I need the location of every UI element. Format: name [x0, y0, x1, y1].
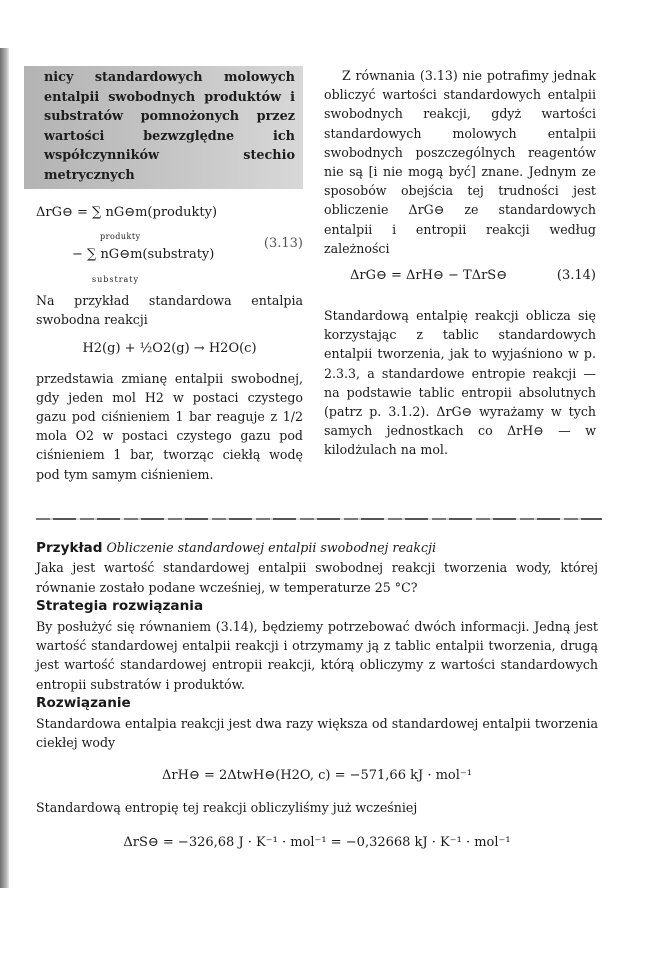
equation-3-14-body: ΔrG⊖ = ΔrH⊖ − TΔrS⊖ [350, 268, 508, 284]
section-divider [36, 518, 602, 520]
left-paragraph-2: przedstawia zmianę entalpii swobodnej, gdy jeden mol H2 w postaci czystego gazu pod ciśnieniem 1 bar reaguje z 1/2 mola O2 w postaci czystego gazu pod ciśnieniem 1 bar, tworząc ciekłą wodę pod tym samym ciśnieniem. [36, 370, 303, 482]
right-paragraph-2: Standardową entalpię reakcji oblicza się korzystając z tablic standardowych entalpii tworzenia, jak to wyjaśniono w p. 2.3.3, a standardowe entropie reakcji — na podstawie tablic entropii absolutnych (patrz p. 3.1.2). ΔrG⊖ wyrażamy w tych samych jednostkach co ΔrH⊖ — w kilodżulach na mol. [324, 308, 596, 458]
left-paragraph-1: Na przykład standardowa entalpia swobodna reakcji [36, 293, 303, 328]
sum-index-substrates: substraty [92, 275, 140, 284]
example-label: Przykład [36, 540, 103, 556]
shaded-definition: nicy standardowych molowych entalpii swobodnych produktów i substratów pomnożonych przez wartości bezwzględne ich współczynników stechio metrycznych [24, 66, 303, 189]
equation-3-13 [36, 197, 303, 291]
formula-enthalpy: ΔrH⊖ = 2ΔtwH⊖(H2O, c) = −571,66 kJ · mol⁻¹ [162, 768, 472, 784]
reaction-equation: H2(g) + ½O2(g) → H2O(c) [82, 341, 257, 357]
example-question: Jaka jest wartość standardowej entalpii swobodnej reakcji tworzenia wody, której równanie zostało podane wcześniej, w temperaturze 25 °C? [36, 560, 598, 595]
page-spine-shadow [0, 48, 9, 888]
example-box [36, 538, 598, 853]
right-column [324, 66, 596, 460]
solution-text-1: Standardowa entalpia reakcji jest dwa razy większa od standardowej entalpii tworzenia ciekłej wody [36, 715, 598, 751]
equation-line-substrates: − ∑ nG⊖m(substraty) [72, 247, 215, 262]
formula-entropy: ΔrS⊖ = −326,68 J · K⁻¹ · mol⁻¹ = −0,32668 kJ · K⁻¹ · mol⁻¹ [123, 835, 511, 851]
equation-3-14 [324, 264, 596, 290]
equation-line-products: ΔrG⊖ = ∑ nG⊖m(produkty) [36, 205, 218, 220]
solution-heading: Rozwiązanie [36, 695, 131, 712]
example-title: Obliczenie standardowej entalpii swobodnej reakcji [106, 540, 437, 555]
sum-index-products: produkty [100, 232, 141, 241]
equation-number: (3.14) [556, 268, 596, 284]
left-column [36, 66, 303, 484]
right-paragraph-1: Z równania (3.13) nie potrafimy jednak obliczyć wartości standardowych entalpii swobodnych reakcji, gdyż wartości standardowych molowych entalpii swobodnych poszczególnych reagentów nie są [i nie mogą być] znane. Jednym ze sposobów obejścia tej trudności jest obliczenie ΔrG⊖ ze standardowych entalpii i entropii reakcji według zależności [324, 68, 596, 256]
example-header [36, 538, 598, 558]
strategy-text: By posłużyć się równaniem (3.14), będziemy potrzebować dwóch informacji. Jedną jest wartość standardowej entalpii reakcji i otrzymamy ją z tablic entalpii tworzenia, drugą jest wartość standardowej entropii reakcji, którą obliczymy z wartości standardowych entropii substratów i produktów. [36, 618, 598, 692]
equation-number: (3.13) [263, 236, 303, 251]
solution-text-2: Standardową entropię tej reakcji obliczyliśmy już wcześniej [36, 799, 418, 815]
strategy-heading: Strategia rozwiązania [36, 598, 204, 615]
